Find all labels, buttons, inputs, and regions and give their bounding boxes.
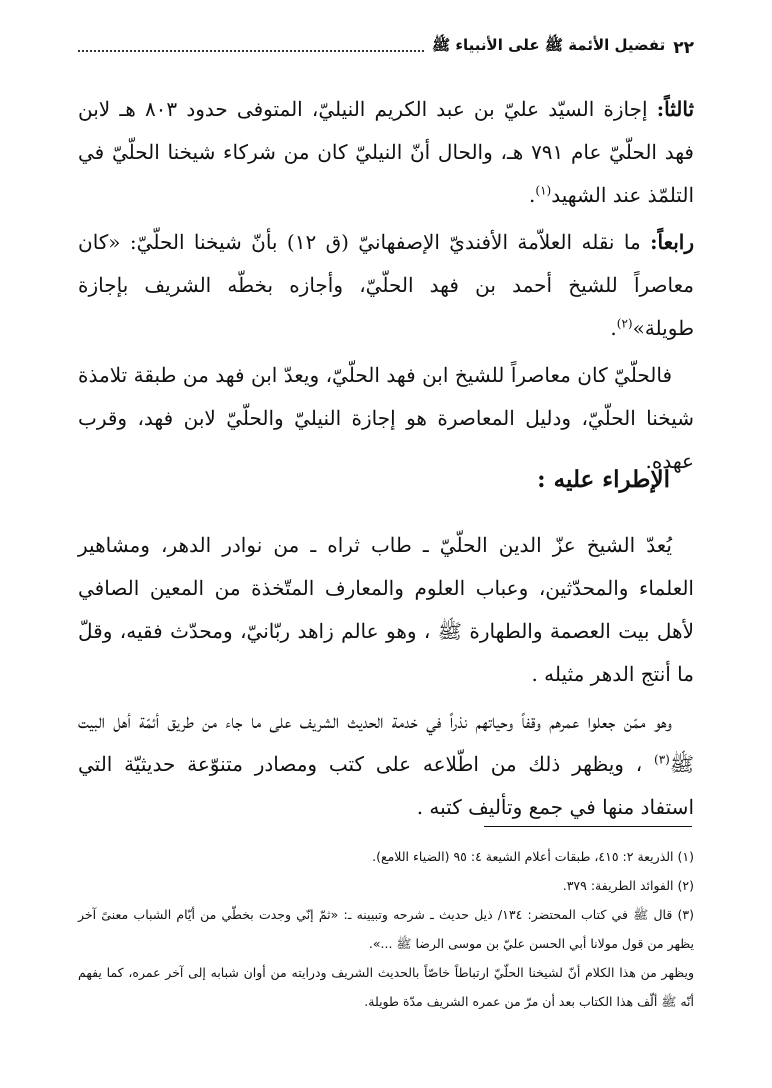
main-text-bottom <box>78 524 694 833</box>
main-text-top <box>78 88 694 487</box>
footnote-marker[interactable]: (١) <box>535 183 552 198</box>
paragraph-tail: ، ويظهر ذلك من اطّلاعه على كتب ومصادر متنوّعة حديثيّة التي استفاد منها في جمع وتأليف كتبه . <box>78 752 694 819</box>
paragraph-text: فالحلّيّ كان معاصراً للشيخ ابن فهد الحلّيّ، ويعدّ ابن فهد من طبقة تلامذة شيخنا الحلّيّ، ودليل المعاصرة هو إجازة النيليّ والحلّيّ لابن فهد، وقرب عهده. <box>78 363 694 473</box>
paragraph-praise <box>78 524 694 696</box>
paragraph-conclusion <box>78 354 694 483</box>
footnote-item: (٢) الفوائد الطريفة: ٣٧٩. <box>562 878 694 893</box>
paragraph-third <box>78 88 694 217</box>
footnote-item: (٣) قال ﷺ في كتاب المحتضر: ١٣٤/ ذيل حديث ـ شرحه وتبيينه ـ: «ثمّ إنّي وجدت بخطّي من أيّام الشباب معنىً آخر يظهر من قول مولانا أبي الحسن عليّ بن موسى الرضا ﷺ ...». <box>78 907 694 951</box>
paragraph-tail: . <box>529 183 536 207</box>
running-title: تفضيل الأئمة ﷺ على الأنبياء ﷺ <box>432 36 666 54</box>
page-header <box>78 28 694 58</box>
footnote-continuation: ويظهر من هذا الكلام أنّ لشيخنا الحلّيّ ارتباطاً خاصّاً بالحديث الشريف ودرايته من أوان شبابه إلى آخر عمره، كما يفهم أنّه ﷺ ألّف هذا الكتاب بعد أن مرّ من عمره الشريف مدّة طويلة. <box>78 965 694 1009</box>
section-heading: الإطراء عليه : <box>537 466 670 493</box>
paragraph-lead: ثالثاً: <box>656 97 695 121</box>
footnote-marker[interactable]: (٣) <box>654 752 670 767</box>
page-number: ٢٢ <box>673 38 694 58</box>
footnotes <box>78 842 694 1016</box>
paragraph-text: وهو ممّن جعلوا عمرهم وقفاً وحياتهم نذراً في خدمة الحديث الشريف على ما جاء من طريق أئمّة أهل البيت ﷺ <box>78 709 694 776</box>
header-dot-leader <box>78 49 424 52</box>
footnote-separator <box>484 826 692 827</box>
footnote-marker[interactable]: (٢) <box>616 316 633 331</box>
paragraph-hadith-service <box>78 700 694 829</box>
paragraph-fourth <box>78 221 694 350</box>
paragraph-tail: . <box>610 316 617 340</box>
footnote-item: (١) الذريعة ٢: ٤١٥، طبقات أعلام الشيعة ٤: ٩٥ (الضياء اللامع). <box>372 849 694 864</box>
paragraph-lead: رابعاً: <box>650 230 694 254</box>
paragraph-text: إجازة السيّد عليّ بن عبد الكريم النيليّ، المتوفى حدود ٨٠٣ هـ لابن فهد الحلّيّ عام ٧٩١ هـ، والحال أنّ النيليّ كان من شركاء شيخنا الحلّيّ في التلمّذ عند الشهيد <box>78 97 694 207</box>
paragraph-text: ما نقله العلاّمة الأفنديّ الإصفهانيّ (ق ١٢) بأنّ شيخنا الحلّيّ: «كان معاصراً للشيخ أحمد بن فهد الحلّيّ، وأجازه بخطّه الشريف بإجازة طويلة» <box>78 230 694 340</box>
paragraph-text: يُعدّ الشيخ عزّ الدين الحلّيّ ـ طاب ثراه ـ من نوادر الدهر، ومشاهير العلماء والمحدّثين، وعباب العلوم والمعارف المتّخذة من المعين الصافي لأهل بيت العصمة والطهارة ﷺ ، وهو عالم زاهد ربّانيّ، ومحدّث فقيه، وقلّ ما أنتج الدهر مثيله . <box>78 533 694 686</box>
